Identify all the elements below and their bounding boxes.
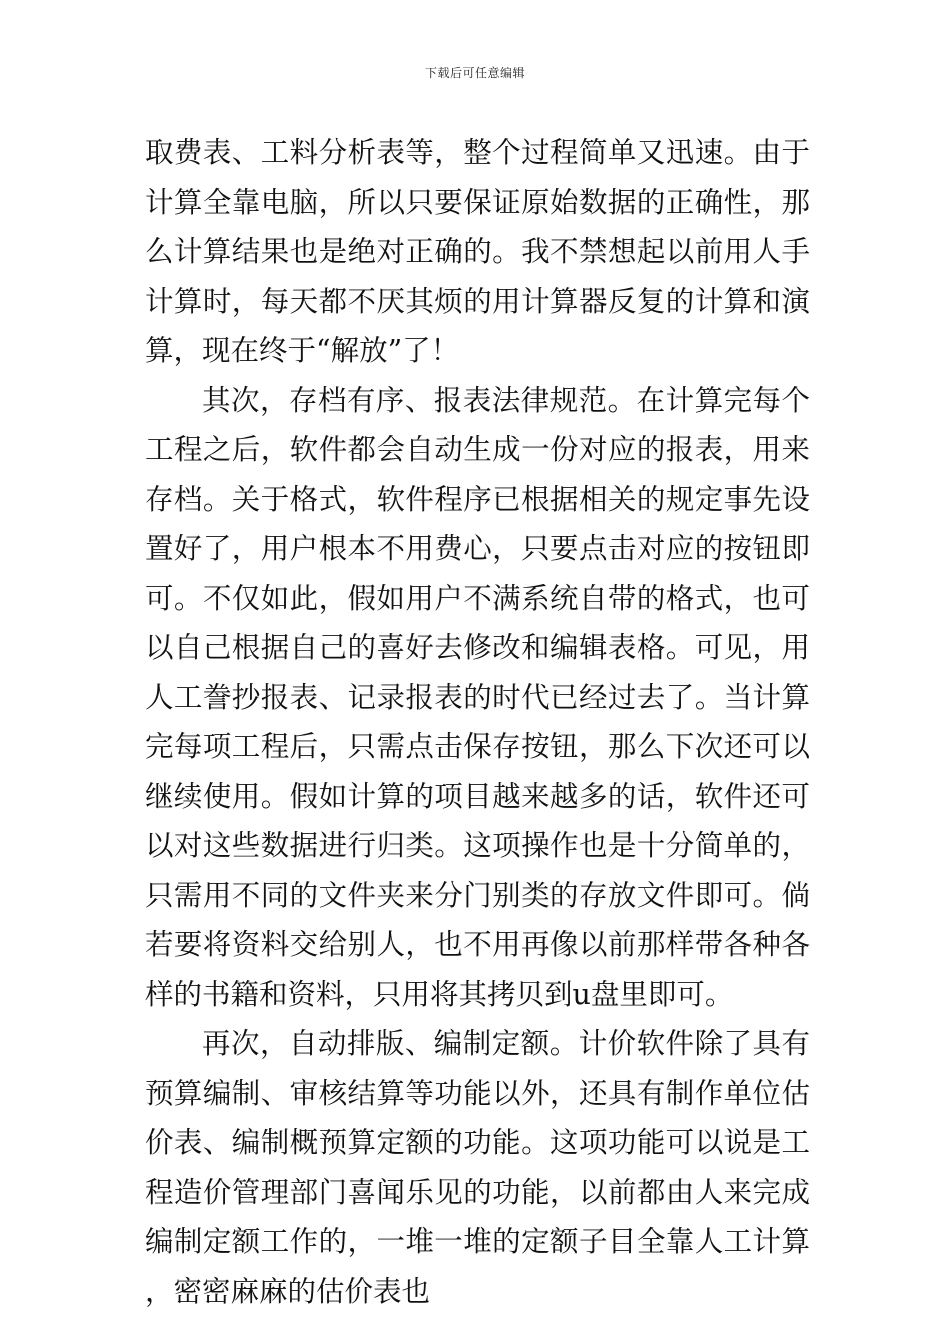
page-header: 下载后可任意编辑 bbox=[424, 66, 525, 80]
paragraph-2: 其次，存档有序、报表法律规范。在计算完每个工程之后，软件都会自动生成一份对应的报表，用来存档。关于格式，软件程序已根据相关的规定事先设置好了，用户根本不用费心，只要点击对应的按钮即可。不仅如此，假如用户不满系统自带的格式，也可以自己根据自己的喜好去修改和编辑表格。可见，用人工誊抄报表、记录报表的时代已经过去了。当计算完每项工程后，只需点击保存按钮，那么下次还可以继续使用。假如计算的项目越来越多的话，软件还可以对这些数据进行归类。这项操作也是十分简单的，只需用不同的文件夹来分门别类的存放文件即可。倘若要将资料交给别人，也不用再像以前那样带各种各样的书籍和资料，只用将其拷贝到u盘里即可。 bbox=[145, 383, 810, 1011]
paragraph-1: 取费表、工料分析表等，整个过程简单又迅速。由于计算全靠电脑，所以只要保证原始数据的正确性，那么计算结果也是绝对正确的。我不禁想起以前用人手计算时，每天都不厌其烦的用计算器反复的计算和演算，现在终于“解放”了！ bbox=[145, 136, 810, 367]
paragraph-3: 再次，自动排版、编制定额。计价软件除了具有预算编制、审核结算等功能以外，还具有制作单位估价表、编制概预算定额的功能。这项功能可以说是工程造价管理部门喜闻乐见的功能，以前都由人来完成编制定额工作的，一堆一堆的定额子目全靠人工计算，密密麻麻的估价表也 bbox=[145, 1027, 810, 1308]
body-text bbox=[145, 128, 810, 1316]
